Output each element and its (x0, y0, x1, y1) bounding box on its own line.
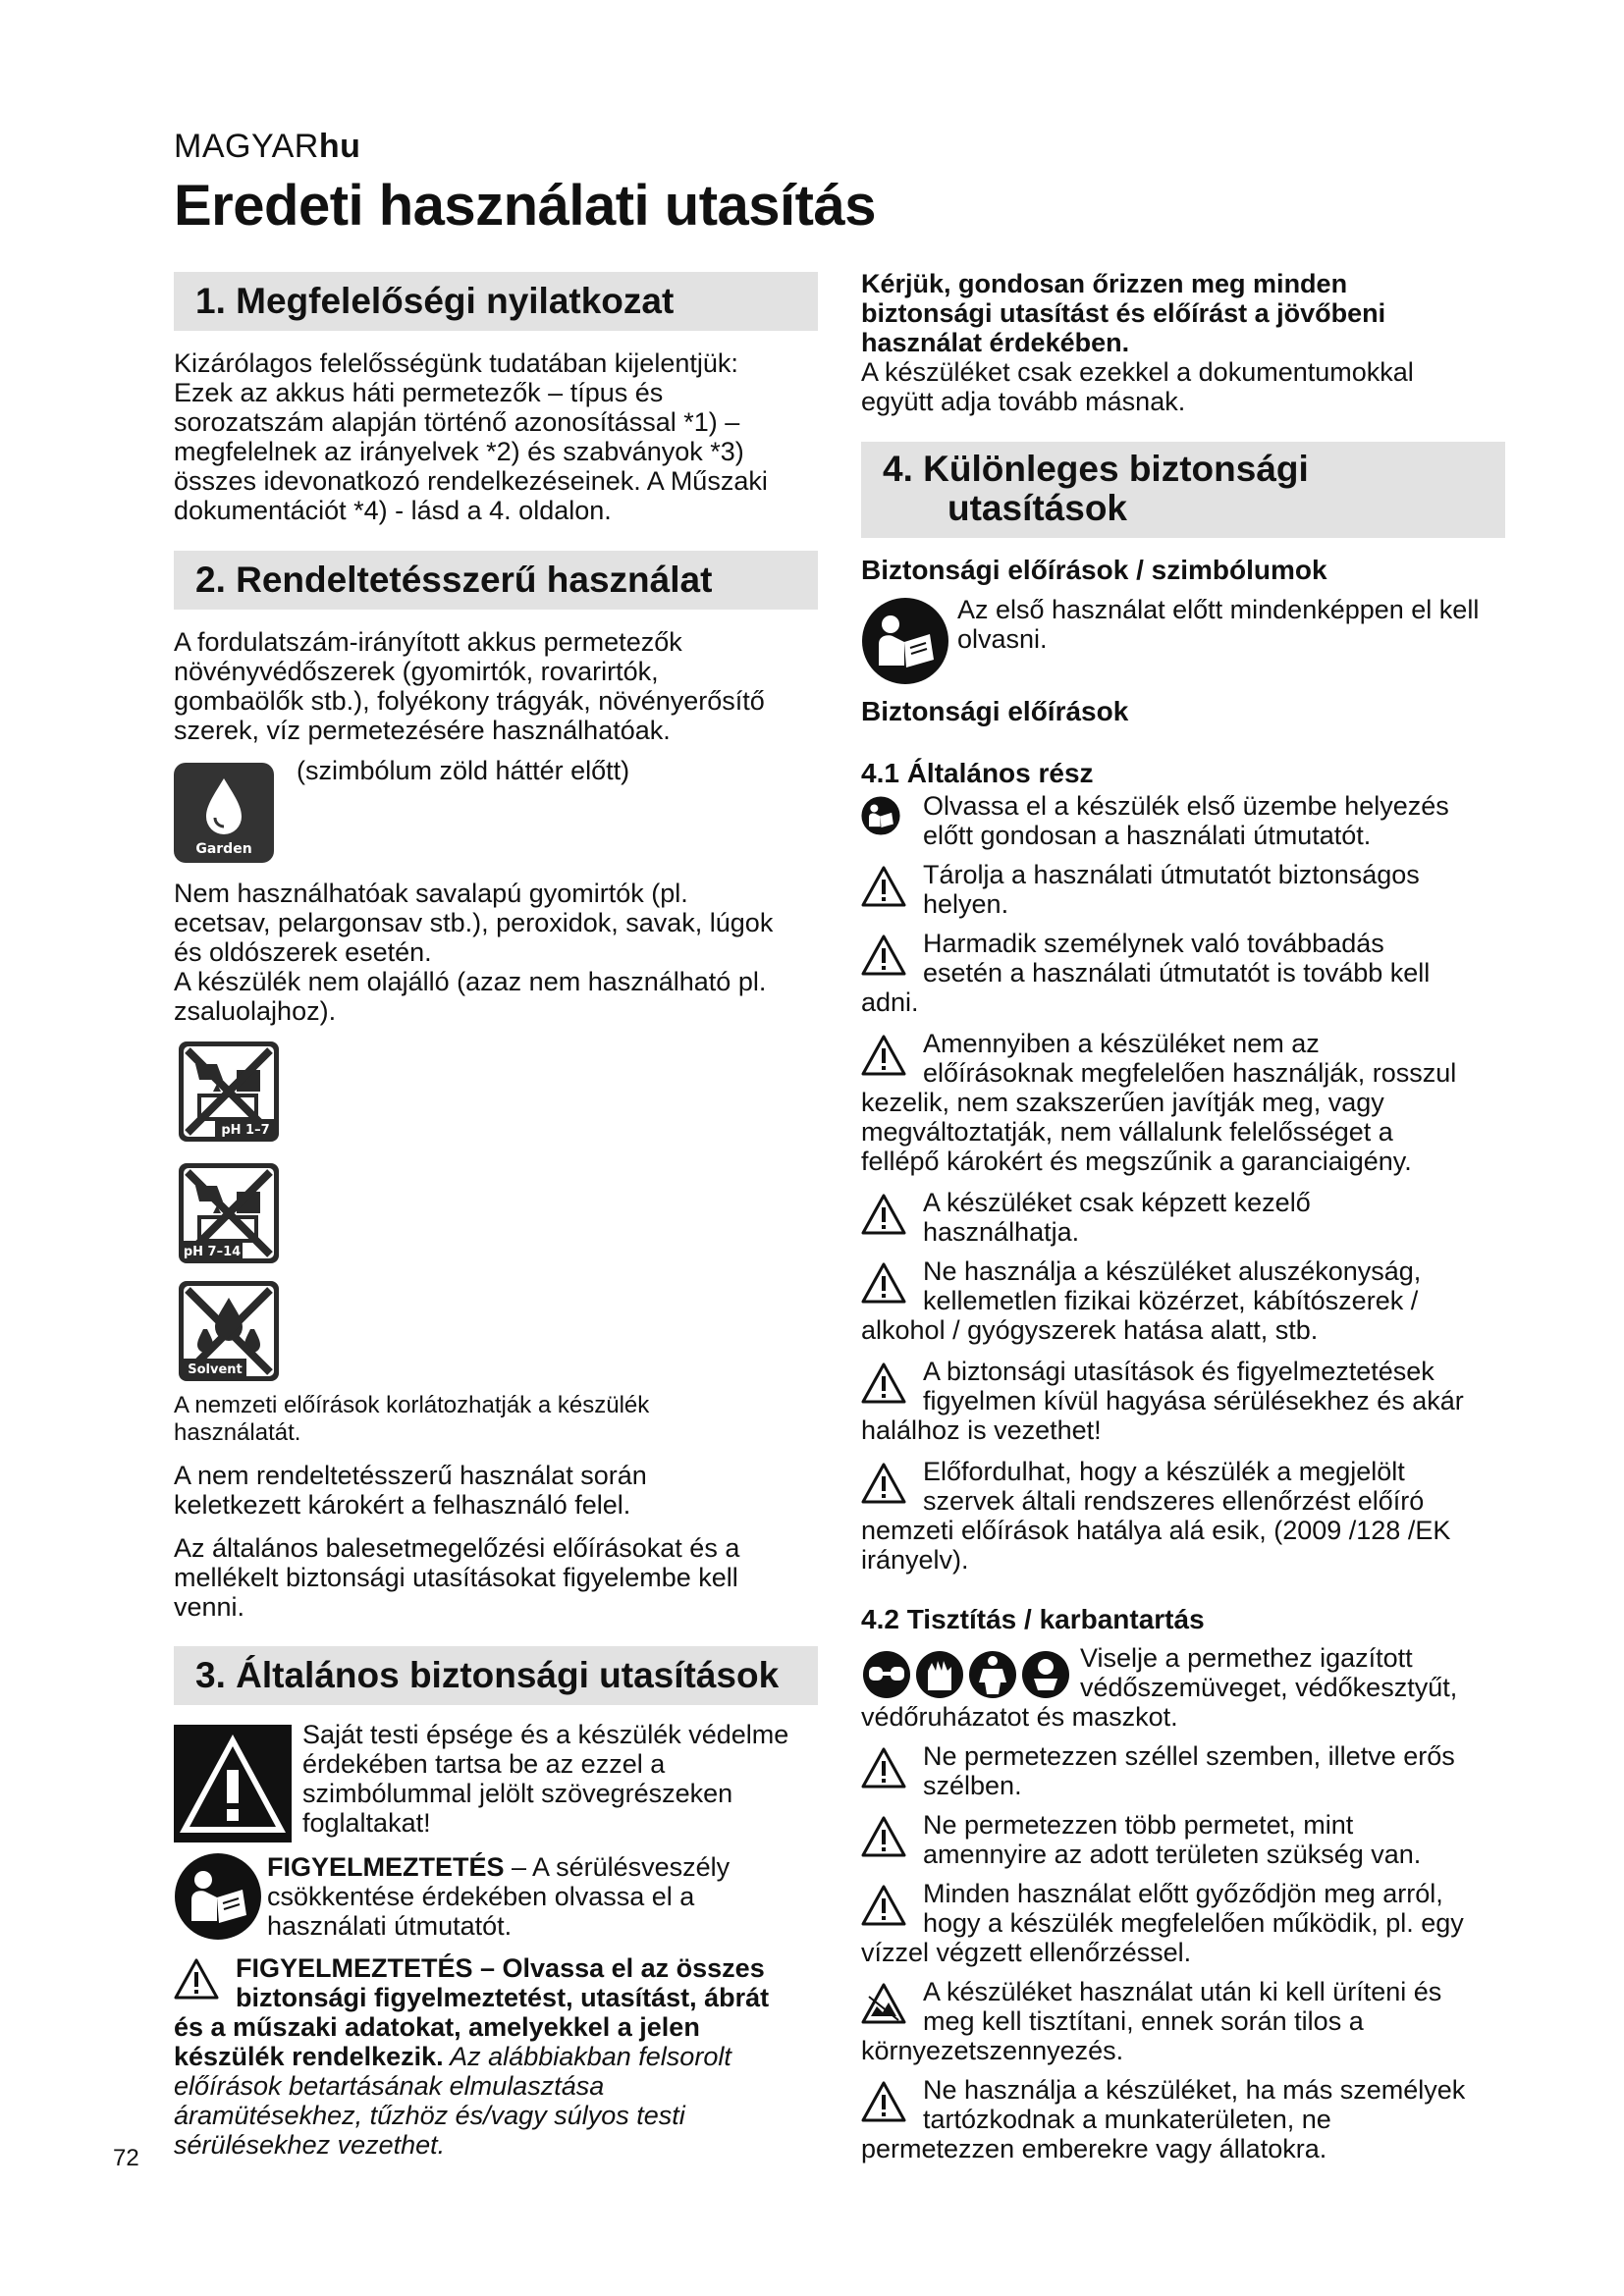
list-item (861, 2075, 1548, 2163)
warning-triangle-icon (861, 1362, 906, 1404)
text-line: Ne használja a készüléket aluszékonyság, (923, 1256, 1422, 1286)
text-line: sorozatszám alapján történő azonosítással *1) – (174, 407, 740, 437)
text-line: Tárolja a használati útmutatót biztonságos (923, 860, 1420, 889)
text-line: Saját testi épsége és a készülék védelme (302, 1720, 789, 1749)
garden-icon (174, 763, 274, 863)
section-2-restrictions (174, 879, 841, 1026)
text-line: A készüléket használat után ki kell üríteni és (923, 1977, 1442, 2006)
text-line-part: – A sérülésveszély (504, 1852, 731, 1882)
text-line: foglaltakat! (302, 1808, 431, 1838)
text-line: hogy a készülék megfelelően működik, pl. egy (923, 1908, 1464, 1938)
warning-triangle-icon (861, 1885, 906, 1926)
no-alkaline-ph7-14-icon (178, 1162, 280, 1264)
section-3-read-manual-text (267, 1852, 837, 1941)
misuse-liability-note (174, 1461, 841, 1520)
warning-triangle-icon (861, 866, 906, 907)
text-line: védőszemüveget, védőkesztyűt, (1080, 1673, 1458, 1702)
text-line: vízzel végzett ellenőrzéssel. (861, 1938, 1192, 1967)
ph2-label: pH 7–14 (183, 1245, 242, 1259)
text-line: használatát. (174, 1419, 301, 1446)
text-line: Amennyiben a készüléket nem az (923, 1029, 1320, 1058)
warning-triangle-icon (861, 1816, 906, 1857)
language-name: MAGYAR (174, 128, 319, 165)
text-line-part: Az alábbiakban felsorolt (443, 2042, 731, 2071)
text-line: figyelmen kívül hagyása sérülésekhez és akár (923, 1386, 1464, 1415)
list-item (861, 1810, 1548, 1869)
text-line: használat érdekében. (861, 328, 1130, 357)
garden-label: Garden (195, 841, 252, 857)
page-number: 72 (113, 2145, 139, 2171)
text-line (267, 1852, 837, 1882)
warning-icon (174, 1725, 292, 1842)
text-line: A fordulatszám-irányított akkus permetezők (174, 627, 682, 657)
list-item (861, 1029, 1548, 1176)
text-line: A készülék nem olajálló (azaz nem használható pl. (174, 967, 767, 996)
section-3-warning-text (302, 1720, 833, 1838)
text-line: Ne permetezzen széllel szemben, illetve erős (923, 1741, 1455, 1771)
text-line: kellemetlen fizikai közérzet, kábítószerek / (923, 1286, 1419, 1315)
text-line: meg kell tisztítani, ennek során tilos a (923, 2006, 1364, 2036)
text-line: ecetsav, pelargonsav stb.), peroxidok, savak, lúgok (174, 908, 774, 937)
text-line: FIGYELMEZTETÉS – Olvassa el az összes (236, 1953, 765, 1983)
text-line: Harmadik személynek való továbbadás (923, 929, 1384, 958)
safety-rules-heading: Biztonsági előírások (861, 696, 1129, 726)
text-line: halálhoz is vezethet! (861, 1415, 1102, 1445)
text-line: Nem használhatóak savalapú gyomirtók (pl. (174, 879, 688, 908)
page-title: Eredeti használati utasítás (174, 174, 876, 238)
list-item (861, 860, 1548, 919)
section-4-1-heading: 4.1 Általános rész (861, 758, 1094, 788)
text-line: és a műszaki adatokat, amelyekkel a jelen (174, 2012, 700, 2042)
text-line: nemzeti előírások hatálya alá esik, (2009 /128 /EK (861, 1516, 1451, 1545)
heading-line: utasítások (947, 488, 1128, 528)
read-manual-icon (174, 1852, 262, 1941)
text-line: dokumentációt *4) - lásd a 4. oldalon. (174, 496, 612, 525)
no-acid-ph1-7-icon (178, 1041, 280, 1143)
symbols-heading: Biztonsági előírások / szimbólumok (861, 555, 1327, 585)
text-line: megváltoztatják, nem vállalunk felelősséget a (861, 1117, 1393, 1147)
text-line: csökkentése érdekében olvassa el a (267, 1882, 695, 1911)
text-line: előírások betartásának elmulasztása (174, 2071, 605, 2101)
section-4-2-heading: 4.2 Tisztítás / karbantartás (861, 1604, 1205, 1634)
section-3-final-warning (174, 1953, 841, 2160)
language-code: hu (318, 128, 361, 165)
text-line: alkohol / gyógyszerek hatása alatt, stb. (861, 1315, 1319, 1345)
list-item (861, 1457, 1548, 1575)
text-line: előírásoknak megfelelően használják, rosszul (923, 1058, 1457, 1088)
text-line: olvasni. (957, 624, 1048, 654)
text-line: együtt adja tovább másnak. (861, 387, 1186, 416)
text-line: szerek, víz permetezésére használhatóak. (174, 716, 671, 745)
text-line: mellékelt biztonsági utasításokat figyelembe kell (174, 1563, 738, 1592)
text-line: szervek általi rendszeres ellenőrzést előíró (923, 1486, 1425, 1516)
text-line: helyen. (923, 889, 1009, 919)
keep-instructions-note (861, 269, 1548, 416)
language-label (174, 128, 360, 166)
text-line: használhatja. (923, 1217, 1080, 1247)
text-line: Az általános balesetmegelőzési előírásokat és a (174, 1533, 740, 1563)
text-line: fellépő károkért és megszűnik a garanciaigény. (861, 1147, 1412, 1176)
list-item (861, 1879, 1548, 1967)
heading-line: 4. Különleges biztonsági (883, 449, 1309, 489)
text-line: adni. (861, 988, 919, 1017)
section-1-heading: 1. Megfelelőségi nyilatkozat (174, 272, 818, 331)
text-line (174, 2042, 841, 2071)
text-line: A készüléket csak képzett kezelő (923, 1188, 1311, 1217)
symbols-text (957, 595, 1546, 654)
garden-caption: (szimbólum zöld háttér előtt) (297, 756, 630, 785)
text-line: A nemzeti előírások korlátozhatják a készülék (174, 1392, 650, 1418)
text-line: gombaölők stb.), folyékony trágyák, növényerősítő (174, 686, 765, 716)
text-line: irányelv). (861, 1545, 969, 1575)
text-line: venni. (174, 1592, 245, 1622)
text-line: és oldószerek esetén. (174, 937, 432, 967)
ph1-label: pH 1–7 (221, 1123, 270, 1138)
text-line: áramütésekhez, tűzhöz és/vagy súlyos testi (174, 2101, 685, 2130)
text-line: használati útmutatót. (267, 1911, 513, 1941)
text-line: környezetszennyezés. (861, 2036, 1124, 2065)
text-line: érdekében tartsa be az ezzel a (302, 1749, 666, 1779)
text-line: növényvédőszerek (gyomirtók, rovarirtók, (174, 657, 659, 686)
text-line: szélben. (923, 1771, 1022, 1800)
text-line: Ne használja a készüléket, ha más személyek (923, 2075, 1466, 2105)
text-line: összes idevonatkozó rendelkezéseinek. A Műszaki (174, 466, 768, 496)
warning-triangle-icon (861, 1035, 906, 1076)
read-manual-icon (861, 597, 949, 685)
no-solvent-icon (178, 1280, 280, 1382)
warning-triangle-icon (861, 2081, 906, 2122)
list-item (861, 1357, 1548, 1445)
text-line: zsaluolajhoz). (174, 996, 337, 1026)
section-3-heading: 3. Általános biztonsági utasítások (174, 1646, 818, 1705)
environment-warning-icon (861, 1983, 906, 2024)
text-line: Olvassa el a készülék első üzembe helyezés (923, 791, 1449, 821)
text-line: tartózkodnak a munkaterületen, ne (923, 2105, 1331, 2134)
text-line: A nem rendeltetésszerű használat során (174, 1461, 647, 1490)
warning-triangle-icon (861, 1747, 906, 1789)
text-line: biztonsági utasítást és előírást a jövőbeni (861, 298, 1386, 328)
list-item (861, 1188, 1548, 1247)
text-line: A biztonsági utasítások és figyelmeztetések (923, 1357, 1435, 1386)
text-line: Ne permetezzen több permetet, mint (923, 1810, 1354, 1840)
text-line: védőruházatot és maszkot. (861, 1702, 1178, 1732)
warning-triangle-icon (861, 1194, 906, 1235)
text-line: Az első használat előtt mindenképpen el kell (957, 595, 1480, 624)
section-1-text (174, 348, 841, 525)
list-item (861, 1256, 1548, 1345)
warning-triangle-icon (861, 1463, 906, 1504)
national-regulations-note (174, 1392, 841, 1447)
list-item (861, 929, 1548, 1017)
text-line: esetén a használati útmutatót is tovább kell (923, 958, 1431, 988)
text-line: szimbólummal jelölt szövegrészeken (302, 1779, 733, 1808)
list-item (861, 791, 1548, 850)
text-line: Kizárólagos felelősségünk tudatában kijelentjük: (174, 348, 738, 378)
text-line: A készüléket csak ezekkel a dokumentumokkal (861, 357, 1414, 387)
text-line: Minden használat előtt győződjön meg arról, (923, 1879, 1443, 1908)
accident-prevention-note (174, 1533, 841, 1622)
section-2-text (174, 627, 841, 745)
list-item (861, 1977, 1548, 2065)
solvent-label: Solvent (188, 1362, 243, 1377)
warning-triangle-icon (861, 934, 906, 976)
text-line: Kérjük, gondosan őrizzen meg minden (861, 269, 1348, 298)
text-line-part: készülék rendelkezik. (174, 2042, 444, 2071)
list-item (861, 1741, 1548, 1800)
text-line: keletkezett károkért a felhasználó felel. (174, 1490, 631, 1520)
text-line: permetezzen emberekre vagy állatokra. (861, 2134, 1327, 2163)
text-line: Viselje a permethez igazított (1080, 1643, 1413, 1673)
text-line: Előfordulhat, hogy a készülék a megjelölt (923, 1457, 1405, 1486)
text-line: megfelelnek az irányelvek *2) és szabványok *3) (174, 437, 744, 466)
text-line: sérülésekhez vezethet. (174, 2130, 446, 2160)
text-line: Ezek az akkus háti permetezők – típus és (174, 378, 664, 407)
section-4-heading (861, 442, 1505, 538)
text-line: amennyire az adott területen szükség van. (923, 1840, 1422, 1869)
warning-word: FIGYELMEZTETÉS (267, 1852, 505, 1882)
text-line: előtt gondosan a használati útmutatót. (923, 821, 1372, 850)
warning-triangle-icon (861, 1262, 906, 1304)
section-2-heading: 2. Rendeltetésszerű használat (174, 551, 818, 610)
text-line: biztonsági figyelmeztetést, utasítást, ábrát (236, 1983, 770, 2012)
ppe-text (861, 1643, 1548, 1732)
text-line: kezelik, nem szakszerűen javítják meg, vagy (861, 1088, 1384, 1117)
